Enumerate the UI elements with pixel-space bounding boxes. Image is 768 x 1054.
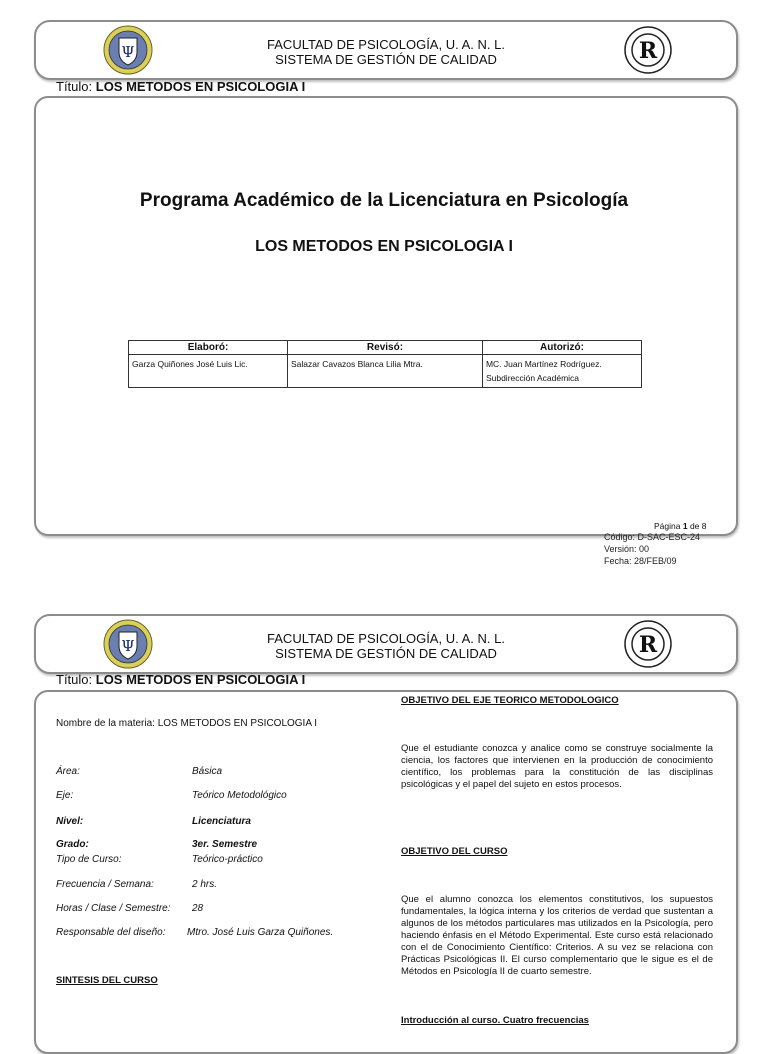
page1-title-line <box>56 79 305 94</box>
responsable-label: Responsable del diseño: <box>56 927 166 938</box>
svg-text:R: R <box>638 38 658 64</box>
header-elaboro: Elaboró: <box>129 341 288 355</box>
materia-line: Nombre de la materia: LOS METODOS EN PSICOLOGIA I <box>56 718 318 729</box>
program-title: Programa Académico de la Licenciatura en Psicología <box>139 190 629 211</box>
sintesis-heading: SINTESIS DEL CURSO <box>56 975 158 986</box>
eje-label: Eje: <box>56 790 74 801</box>
objetivo-curso-heading: OBJETIVO DEL CURSO <box>401 846 508 857</box>
objetivo-eje-heading: OBJETIVO DEL EJE TEORICO METODOLOGICO <box>401 695 619 706</box>
area-label: Área: <box>56 766 80 777</box>
header-autorizo: Autorizó: <box>482 341 641 355</box>
frecuencia-value: 2 hrs. <box>192 879 218 890</box>
header-faculty-line: FACULTAD DE PSICOLOGÍA, U. A. N. L. <box>267 631 505 646</box>
nivel-value: Licenciatura <box>192 816 251 827</box>
page-number <box>654 521 707 531</box>
doc-date: Fecha: 28/FEB/09 <box>604 556 677 566</box>
cell-autorizo <box>482 355 641 388</box>
registered-quality-seal-icon <box>622 619 674 669</box>
page1-header-box <box>34 20 738 80</box>
page1-content-box <box>34 96 738 536</box>
doc-version: Versión: 00 <box>604 544 650 554</box>
page-total: de 8 <box>689 521 707 531</box>
page-label: Página <box>654 521 681 531</box>
title-value: LOS METODOS EN PSICOLOGIA I <box>95 672 306 687</box>
cell-reviso: Salazar Cavazos Blanca Lilia Mtra. <box>288 355 483 388</box>
frecuencia-label: Frecuencia / Semana: <box>56 879 154 890</box>
header-system-line: SISTEMA DE GESTIÓN DE CALIDAD <box>275 646 497 661</box>
objetivo-eje-text: Que el estudiante conozca y analice como se construye socialmente la ciencia, los factores que intervienen en la producción de conocimiento científico, los problemas para la constitución de las disciplinas psicológicas y el papel del sujeto en estos procesos. <box>401 743 713 790</box>
autorizo-dept: Subdirección Académica <box>485 373 580 383</box>
header-reviso: Revisó: <box>288 341 483 355</box>
title-value: LOS METODOS EN PSICOLOGIA I <box>95 79 306 94</box>
horas-label: Horas / Clase / Semestre: <box>56 903 171 914</box>
eje-value: Teórico Metodológico <box>192 790 287 801</box>
nivel-label: Nivel: <box>56 816 84 827</box>
area-value: Básica <box>192 766 223 777</box>
cell-elaboro: Garza Quiñones José Luis Lic. <box>129 355 288 388</box>
header-system-line: SISTEMA DE GESTIÓN DE CALIDAD <box>275 52 497 67</box>
svg-text:Ψ: Ψ <box>121 637 135 655</box>
page2-header-box <box>34 614 738 674</box>
title-label: Título: <box>56 672 93 687</box>
responsable-value: Mtro. José Luis Garza Quiñones. <box>187 927 334 938</box>
autorizo-name: MC. Juan Martínez Rodríguez. <box>485 359 602 369</box>
title-label: Título: <box>56 79 93 94</box>
page2-title-line <box>56 672 305 687</box>
grado-label: Grado: <box>56 839 89 850</box>
horas-value: 28 <box>192 903 204 914</box>
intro-heading: Introducción al curso. Cuatro frecuencias <box>401 1015 589 1026</box>
registered-quality-seal-icon <box>622 25 674 75</box>
svg-text:R: R <box>638 632 658 658</box>
header-faculty-line: FACULTAD DE PSICOLOGÍA, U. A. N. L. <box>267 37 505 52</box>
tipo-value: Teórico-práctico <box>192 854 263 865</box>
signature-table <box>128 340 642 388</box>
grado-value: 3er. Semestre <box>192 839 258 850</box>
svg-text:Ψ: Ψ <box>121 43 135 61</box>
objetivo-curso-text: Que el alumno conozca los elementos constitutivos, los supuestos fundamentales, la lógica interna y los criterios de verdad que sustentan a algunos de los métodos particulares mas utilizados en la Psicología, pero haciendo énfasis en el Método Experimental. Este curso está relacionado con el de Conocimiento Científico: Criterios. A su vez se relaciona con Prácticas Psicológicas II. El curso complementario que le sigue es el de Métodos en Psicología II de cuarto semestre. <box>401 894 713 977</box>
course-title: LOS METODOS EN PSICOLOGIA I <box>255 238 513 255</box>
page-current: 1 <box>682 521 688 531</box>
tipo-label: Tipo de Curso: <box>56 854 122 865</box>
doc-code: Código: D-SAC-ESC-24 <box>604 532 701 542</box>
